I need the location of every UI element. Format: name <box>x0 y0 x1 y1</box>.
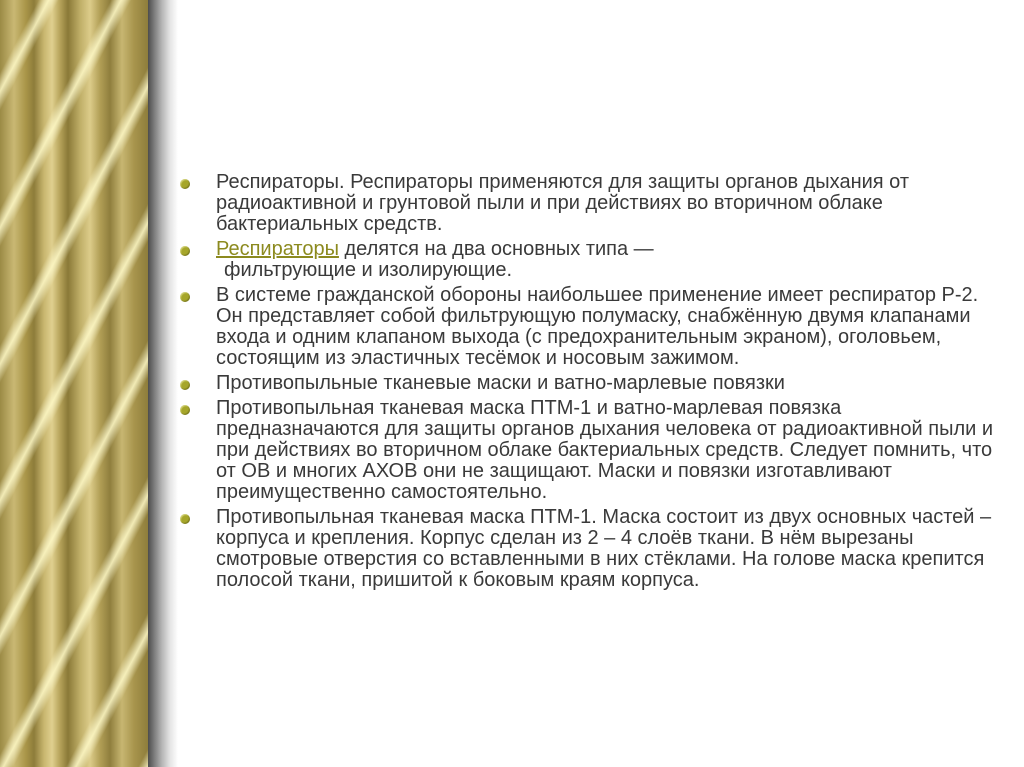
bullet-icon <box>180 292 190 302</box>
list-item <box>178 239 1008 281</box>
bullet-text: Противопыльная тканевая маска ПТМ-1 и ватно-марлевая повязка предназначаются для защиты органов дыхания человека от радиоактивной пыли и при действиях во вторичном облаке бактериальных средств. Следует помнить, что от ОВ и многих АХОВ они не защищают. Маски и повязки изготавливают преимущественно самостоятельно. <box>216 397 994 503</box>
bullet-icon <box>180 380 190 390</box>
bullet-text: В системе гражданской обороны наибольшее применение имеет респиратор Р-2. Он представляет собой фильтрующую полумаску, снабжённую двумя клапанами входа и одним клапаном выхода (с предохранительным экраном), оголовьем, состоящим из эластичных тесёмок и носовым зажимом. <box>216 284 979 369</box>
list-item <box>178 398 1008 503</box>
bullet-text: Противопыльная тканевая маска ПТМ-1. Маска состоит из двух основных частей – корпуса и крепления. Корпус сделан из 2 – 4 слоёв ткани. В нём вырезаны смотровые отверстия со вставленными в них стёклами. На голове маска крепится полосой ткани, пришитой к боковым краям корпуса. <box>216 506 992 591</box>
bullet-list <box>178 172 1008 591</box>
bullet-icon <box>180 405 190 415</box>
bullet-text-continuation: фильтрующие и изолирующие. <box>224 259 513 281</box>
bullet-text: Респираторы. Респираторы применяются для защиты органов дыхания от радиоактивной и грунтовой пыли и при действиях во вторичном облаке бактериальных средств. <box>216 171 910 235</box>
list-item <box>178 507 1008 591</box>
bullet-icon <box>180 179 190 189</box>
respirators-link[interactable]: Респираторы <box>216 238 339 260</box>
list-item <box>178 373 1008 394</box>
bullet-text: Противопыльные тканевые маски и ватно-марлевые повязки <box>216 372 785 394</box>
bullet-text: делятся на два основных типа — <box>338 238 654 260</box>
list-item <box>178 285 1008 369</box>
list-item <box>178 172 1008 235</box>
bullet-icon <box>180 246 190 256</box>
slide-content <box>178 172 1008 595</box>
band-shadow <box>148 0 178 767</box>
bullet-icon <box>180 514 190 524</box>
decorative-gold-band <box>0 0 148 767</box>
